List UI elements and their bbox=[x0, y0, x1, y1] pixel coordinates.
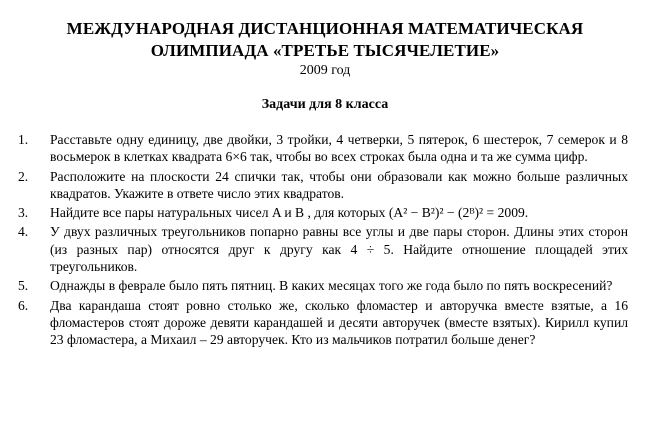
task-item bbox=[18, 297, 628, 349]
task-text: Два карандаша стоят ровно столько же, сколько фломастер и авторучка вместе взятые, а 16 фломастеров стоят дороже девяти карандашей и десяти авторучек (вместе взятых). Кирилл купил 23 фломастера, а Михаил – 29 авторучек. Кто из мальчиков потратил больше денег? bbox=[50, 297, 628, 348]
task-item bbox=[18, 223, 628, 275]
task-text: Найдите все пары натуральных чисел A и B , для которых bbox=[50, 205, 386, 221]
task-item bbox=[18, 277, 628, 294]
task-number: 5. bbox=[18, 278, 29, 294]
task-formula: (A² − B²)² − (2ᴮ)² = 2009. bbox=[388, 205, 529, 221]
task-number: 3. bbox=[18, 205, 29, 221]
task-list bbox=[18, 131, 628, 351]
task-item bbox=[18, 204, 628, 221]
task-text: Однажды в феврале было пять пятниц. В каких месяцах того же года было по пять воскресений? bbox=[50, 278, 613, 294]
task-text: У двух различных треугольников попарно равны все углы и две пары сторон. Длины этих сторон (из разных пар) относятся друг к другу как 4 ÷ 5. Найдите отношение площадей этих треугольников. bbox=[50, 224, 628, 275]
task-text: Расставьте одну единицу, две двойки, 3 тройки, 4 четверки, 5 пятерок, 6 шестерок, 7 семерок и 8 восьмерок в клетках квадрата 6×6 так, чтобы во всех строках была одна и та же сумма цифр. bbox=[50, 132, 628, 165]
page-title-line-2: ОЛИМПИАДА «ТРЕТЬЕ ТЫСЯЧЕЛЕТИЕ» bbox=[150, 41, 500, 60]
task-item bbox=[18, 168, 628, 203]
year-label: 2009 год bbox=[299, 63, 351, 78]
task-item bbox=[18, 131, 628, 166]
task-number: 4. bbox=[18, 224, 29, 240]
task-number: 1. bbox=[18, 132, 29, 147]
section-subtitle: Задачи для 8 класса bbox=[261, 97, 389, 112]
task-text: Расположите на плоскости 24 спички так, чтобы они образовали как можно больше различных квадратов. Укажите в ответе число этих квадратов. bbox=[50, 168, 628, 201]
page-title-line-1: МЕЖДУНАРОДНАЯ ДИСТАНЦИОННАЯ МАТЕМАТИЧЕСКАЯ bbox=[66, 19, 584, 38]
task-number: 2. bbox=[18, 168, 29, 184]
task-number: 6. bbox=[18, 297, 29, 313]
